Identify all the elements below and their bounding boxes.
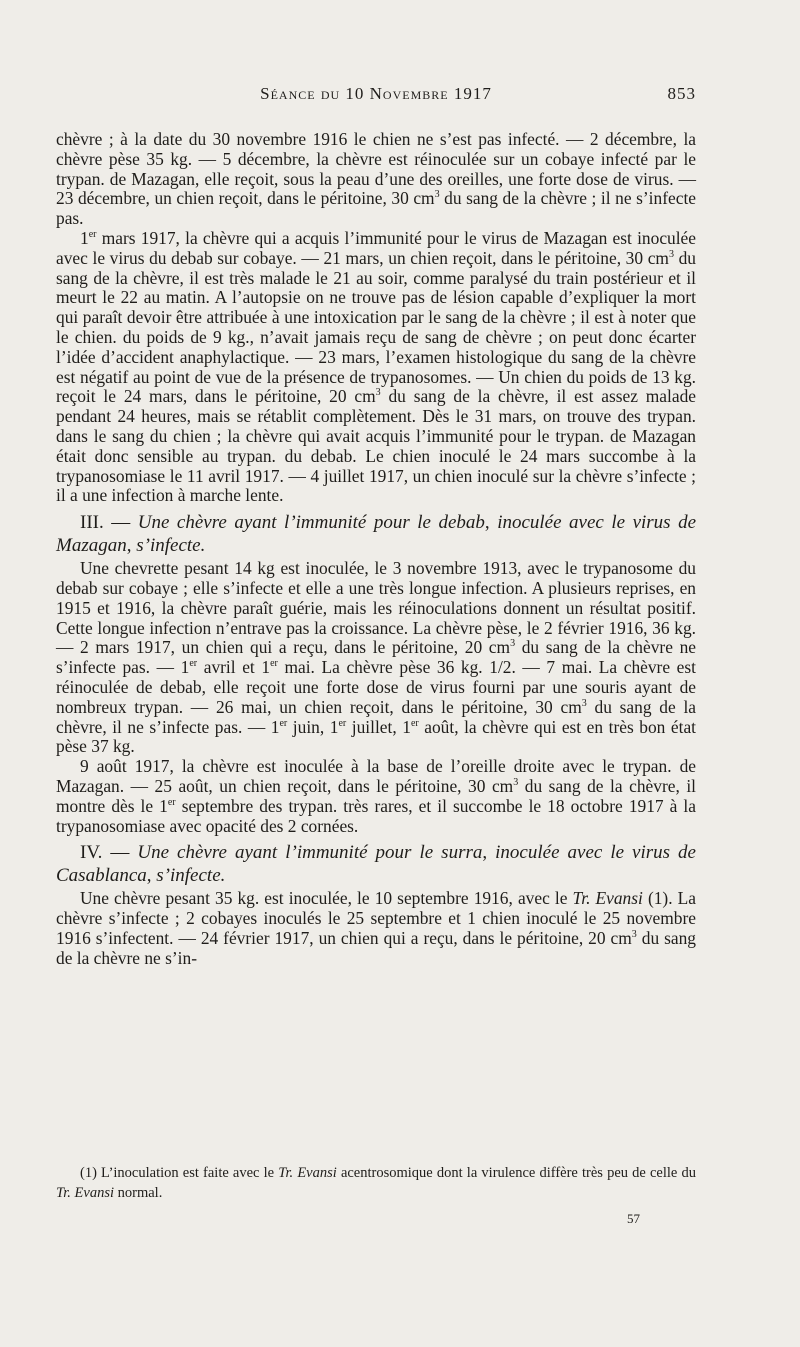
paragraph-5 <box>56 889 696 968</box>
section-title: s’infecte. <box>136 534 206 556</box>
text: du sang de la chèvre, il montre dès le 1 <box>56 775 696 816</box>
text: mai. La chèvre pèse 36 kg. 1/2. — 7 mai. La chèvre est réinoculée de debab, elle reçoit une forte dose de virus fourni par une souris ayant de nombreux trypan. — 26 mai, un chien reçoit, dans le péritoine, 30 cm <box>56 657 696 717</box>
text: Une chèvre pesant 35 kg. est inoculée, le 10 septembre 1916, avec le <box>80 888 573 909</box>
text: normal. <box>114 1185 163 1201</box>
superscript: 3 <box>434 189 440 201</box>
superscript: 3 <box>631 929 637 941</box>
superscript: er <box>279 717 288 729</box>
section-title: s’infecte. <box>156 864 226 886</box>
section-heading-3 <box>56 512 696 557</box>
section-title: inoculée avec le virus de Mazagan <box>56 512 697 556</box>
section-title: Une chèvre ayant l’immunité pour le debab <box>137 512 485 534</box>
printer-signature-mark: 57 <box>627 1211 640 1226</box>
text: du sang de la chèvre, il ne s’infecte pas. — 1 <box>56 696 696 737</box>
text: 9 août 1917, la chèvre est inoculée à la base de l’oreille droite avec le trypan. de Mazagan. — 25 août, un chien reçoit, dans le péritoine, 30 cm <box>56 756 696 796</box>
running-title: Séance du 10 Novembre 1917 <box>260 84 492 103</box>
text: septembre des trypan. très rares, et il succombe le 18 octobre 1917 à la trypanosomiase avec opacité des 2 cornées. <box>56 795 696 836</box>
footnote <box>56 1163 696 1203</box>
paragraph-2 <box>56 229 696 506</box>
paragraph-4 <box>56 757 696 836</box>
text: chèvre ; à la date du 30 novembre 1916 le chien ne s’est pas infecté. — 2 décembre, la chèvre pèse 35 kg. — 5 décembre, la chèvre est réinoculée sur un cobaye infecté par le trypan. de Mazagan, elle reçoit, sous la peau d’une des oreilles, une forte dose de virus. — 23 décembre, un chien reçoit, dans le péritoine, 30 cm <box>56 129 696 209</box>
text: du sang de la chèvre, il est très malade le 21 au soir, comme paralysé du train postérieur et il meurt le 22 au matin. A l’autopsie on ne trouve pas de lésion capable d’expliquer la mort qui paraît devoir être attribuée à une intoxication par le sang de la chèvre ; il est à noter que le chien. du poids de 9 kg., n’avait jamais reçu de sang de chèvre ; on peut donc écarter l’idée d’accident anaphylactique. — 23 mars, l’examen histologique du sang de la chèvre est négatif au point de vue de la présence de trypanosomes. — Un chien du poids de 13 kg. reçoit le 24 mars, dans le péritoine, 20 cm <box>56 247 696 407</box>
text: mars 1917, la chèvre qui a acquis l’immunité pour le virus de Mazagan est inoculée avec le virus du debab sur cobaye. — 21 mars, un chien reçoit, dans le péritoine, 30 cm <box>56 227 696 268</box>
text: 1 <box>80 227 89 248</box>
text: (1). La chèvre s’infecte ; 2 cobayes inoculés le 25 septembre et 1 chien inoculé le 25 novembre 1916 s’infectent. — 24 février 1917, un chien qui a reçu, dans le péritoine, 20 cm <box>56 888 697 948</box>
superscript: 3 <box>581 697 587 709</box>
text: du sang de la chèvre ne s’infecte pas. — 1 <box>56 637 696 678</box>
section-number: III. — <box>80 512 138 534</box>
footnote-text <box>56 1163 696 1203</box>
superscript: 3 <box>513 777 519 789</box>
text: Une chevrette pesant 14 kg est inoculée, le 3 novembre 1913, avec le trypanosome du debab sur cobaye ; elle s’infecte et elle a une très longue infection. A plusieurs reprises, en 1915 et 1916, la chèvre paraît guérie, mais les réinoculations donnent un résultat positif. Cette longue infection n’entrave pas la croissance. La chèvre pèse, le 2 février 1916, 36 kg. — 2 mars 1917, un chien qui a reçu, dans le péritoine, 20 cm <box>56 558 696 658</box>
text: du sang de la chèvre, il est assez malade pendant 24 heures, mais se rétablit complètement. Dès le 31 mars, on trouve des trypan. dans le sang du chien ; la chèvre qui avait acquis l’immunité pour le trypan. de Mazagan était donc sensible au trypan. du debab. Le chien inoculé le 24 mars succombe à la trypanosomiase le 11 avril 1917. — 4 juillet 1917, un chien inoculé sur la chèvre s’infecte ; il a une infection à marche lente. <box>56 386 696 506</box>
superscript: er <box>167 796 176 808</box>
species-name: Tr. Evansi <box>572 888 643 909</box>
article-body <box>56 130 696 968</box>
text: , <box>146 864 157 886</box>
text: , <box>482 842 496 864</box>
superscript: er <box>410 717 419 729</box>
section-title: Une chèvre ayant l’immunité pour le surra <box>137 842 483 864</box>
text: juin, 1 <box>287 716 339 737</box>
superscript: 3 <box>375 387 381 399</box>
text: , <box>484 512 498 534</box>
superscript: er <box>270 658 278 670</box>
text: du sang de la chèvre ; il ne s’infecte pas. <box>56 188 696 229</box>
superscript: 3 <box>510 638 516 650</box>
running-header <box>56 84 696 110</box>
text: (1) L’inoculation est faite avec le <box>80 1165 279 1181</box>
text: acentrosomique dont la virulence diffère très peu de celle du <box>336 1165 697 1181</box>
species-name: Tr. Evansi <box>56 1185 115 1201</box>
section-heading-4 <box>56 842 696 887</box>
species-name: Tr. Evansi <box>278 1165 337 1181</box>
section-title: inoculée avec le virus de Casablanca <box>56 842 696 886</box>
paragraph-1 <box>56 130 696 229</box>
text: août, la chèvre qui est en très bon état pèse 37 kg. <box>56 716 697 757</box>
text: juillet, 1 <box>346 716 411 737</box>
superscript: er <box>189 658 198 670</box>
paragraph-3 <box>56 559 696 757</box>
text: , <box>126 534 137 556</box>
text: du sang de la chèvre ne s’in- <box>56 927 696 968</box>
section-number: IV. — <box>80 842 138 864</box>
superscript: er <box>338 717 347 729</box>
superscript: 3 <box>668 248 674 260</box>
superscript: er <box>88 229 97 241</box>
text: avril et 1 <box>197 657 271 678</box>
page-number: 853 <box>667 84 696 103</box>
